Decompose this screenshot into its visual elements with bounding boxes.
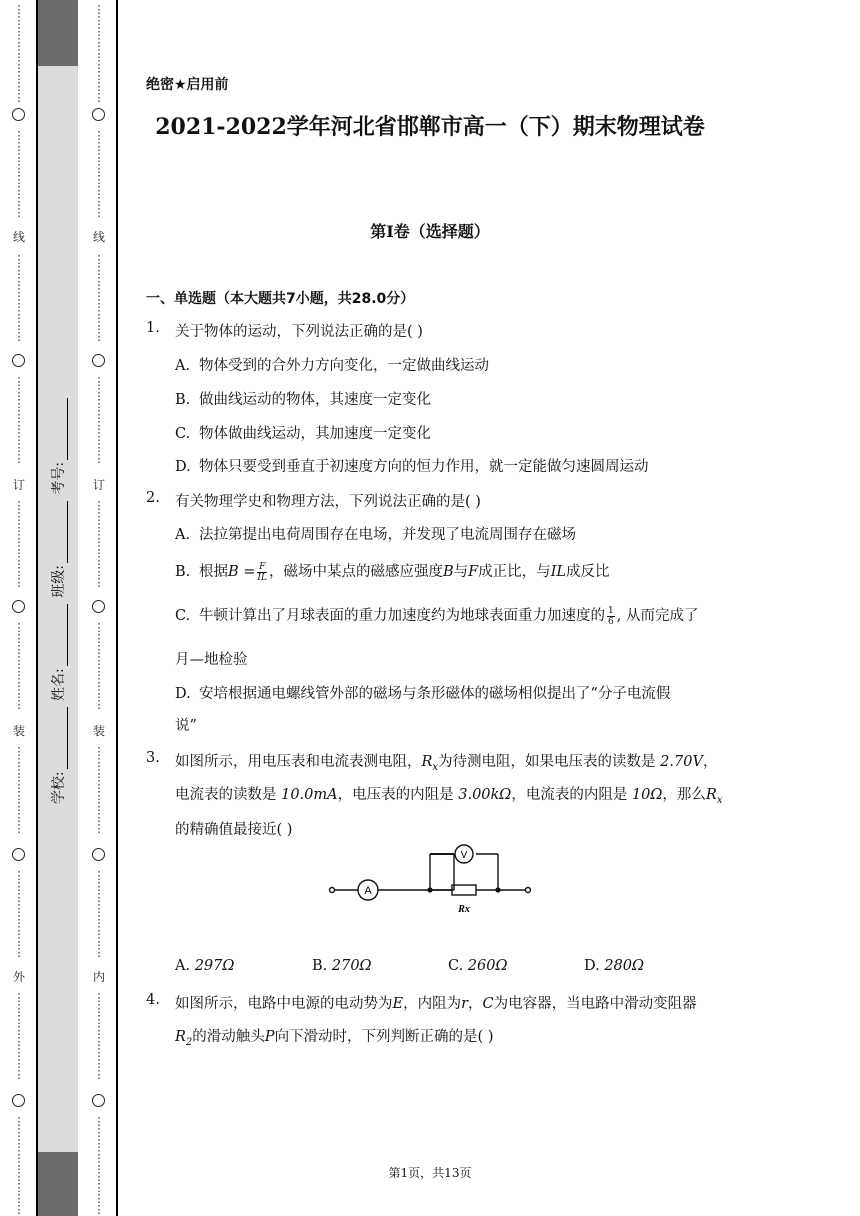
voltmeter-label: V [460,850,468,861]
ammeter-resistance: 10Ω [631,787,663,803]
junction-dot [495,887,500,892]
text: 为电容器，当电路中滑动变阻器 [493,996,697,1012]
text: 电流表的读数是 [175,787,282,803]
terminal [330,888,335,893]
dots: ⋮ ⋮ ⋮ ⋮ ⋮ ⋮ ⋮ ⋮ [93,375,105,465]
text: 的滑动触头 [192,1029,265,1045]
dots: ⋮ ⋮ ⋮ ⋮ ⋮ ⋮ ⋮ ⋮ [13,499,25,589]
option-text: 与 [453,564,469,580]
circle-icon [92,600,105,613]
symbol: F [468,564,479,580]
option-a[interactable] [175,523,576,544]
circle-icon [12,108,25,121]
symbol: R [421,754,433,770]
outer-dotted-column [8,0,30,1216]
circle-icon [92,848,105,861]
option-letter: D. [584,958,600,974]
symbol: P [264,1029,275,1045]
part-heading: 第I卷（选择题） [370,222,490,241]
school-label: 学校: [51,771,67,805]
option-text: 做曲线运动的物体，其速度一定变化 [199,392,431,408]
dots: ⋮ ⋮ ⋮ ⋮ ⋮ ⋮ ⋮ ⋮ ⋮ [93,1115,105,1216]
text: ， [468,996,483,1012]
dots: ⋮ ⋮ ⋮ ⋮ ⋮ ⋮ ⋮ ⋮ [93,621,105,711]
dots: ⋮ ⋮ ⋮ ⋮ ⋮ ⋮ ⋮ ⋮ ⋮ [13,1115,25,1216]
question-number: 1. [146,320,160,336]
outer-mark-zhuang: 装 [12,724,25,738]
option-d[interactable] [175,682,670,703]
option-text: 安培根据通电螺线管外部的磁场与条形磁体的磁场相似提出了“分子电流假 [199,686,671,702]
option-letter: B. [175,564,191,580]
choice-a[interactable] [175,958,234,974]
option-text: 成正比，与 [478,564,551,580]
fraction [607,606,615,627]
inner-binding-line [116,0,118,1216]
class-blank[interactable] [53,501,68,563]
student-info-fields [48,220,68,980]
subscript: 2 [185,1036,193,1048]
denominator: IL [257,572,267,583]
inner-dotted-column [88,0,110,1216]
voltage-reading: 2.70V [660,754,703,770]
option-text: 物体做曲线运动，其加速度一定变化 [199,426,431,442]
dots: ⋮ ⋮ ⋮ ⋮ ⋮ ⋮ ⋮ ⋮ [93,991,105,1081]
current-reading: 10.0mA [281,787,338,803]
option-text: 法拉第提出电荷周围存在电场，并发现了电流周围存在磁场 [199,527,576,543]
option-text: 物体受到的合外力方向变化，一定做曲线运动 [199,358,489,374]
option-text: 根据 [199,564,228,580]
question-stem: 有关物理学史和物理方法，下列说法正确的是( ) [175,494,481,510]
question-number: 2. [146,490,160,506]
symbol: R [705,787,717,803]
exam-no-blank[interactable] [53,398,68,460]
dots: ⋮ ⋮ ⋮ ⋮ ⋮ ⋮ ⋮ ⋮ [13,253,25,343]
numerator: 1 [608,605,614,616]
name-blank[interactable] [53,604,68,666]
option-value: 270Ω [331,958,372,974]
outer-mark-wai: 外 [12,970,25,984]
symbol: IL [550,564,567,580]
outer-mark-ding: 订 [12,478,25,492]
question-stem-line2 [175,783,722,806]
symbol: E [392,996,404,1012]
option-value: 260Ω [467,958,508,974]
option-letter: D. [175,459,191,475]
option-letter: A. [175,527,191,543]
circle-icon [12,600,25,613]
option-text: 成反比 [566,564,610,580]
symbol: r [461,996,469,1012]
option-value: 297Ω [194,958,235,974]
text: ，电压表的内阻是 [337,787,459,803]
option-c[interactable] [175,604,698,627]
text: ， [702,754,718,770]
option-a[interactable] [175,354,489,375]
numerator: F [259,561,266,572]
option-c[interactable] [175,422,431,443]
junction-dot [427,887,432,892]
terminal [526,888,531,893]
choice-d[interactable] [584,958,644,974]
option-letter: C. [175,608,191,624]
inner-mark-zhuang: 装 [92,724,105,738]
symbol-rx [421,754,439,773]
denominator: 6 [608,616,614,627]
circuit-diagram [326,844,536,924]
symbol: C [482,996,494,1012]
question-number: 3. [146,750,160,766]
question-stem: 关于物体的运动，下列说法正确的是( ) [175,324,423,340]
choice-c[interactable] [448,958,508,974]
formula: B = [228,564,256,580]
section-heading: 一、单选题（本大题共7小题，共28.0分） [146,291,415,307]
text: ，那么 [662,787,706,803]
option-letter: C. [448,958,464,974]
name-label: 姓名: [51,668,67,701]
dots: ⋮ ⋮ ⋮ ⋮ ⋮ ⋮ ⋮ ⋮ [13,375,25,465]
symbol: R [175,1029,186,1045]
confidential-label: 绝密★启用前 [146,77,229,93]
binding-strip-top-block [38,0,78,66]
option-text: , 从而完成了 [616,608,699,624]
option-d-continued: 说” [175,718,197,734]
dots: ⋮ ⋮ ⋮ ⋮ ⋮ ⋮ ⋮ ⋮ [93,253,105,343]
dots: ⋮ ⋮ ⋮ ⋮ ⋮ ⋮ ⋮ ⋮ [13,991,25,1081]
dots: ⋮ ⋮ ⋮ ⋮ ⋮ ⋮ ⋮ ⋮ [13,745,25,835]
choice-b[interactable] [312,958,372,974]
question-stem-line3: 的精确值最接近( ) [175,822,293,838]
option-text: ，磁场中某点的磁感应强度 [268,564,443,580]
option-b[interactable] [175,388,431,409]
option-value: 280Ω [604,958,645,974]
subscript: x [432,761,439,773]
option-letter: D. [175,686,191,702]
resistor-rx [452,885,476,895]
dots: ⋮ ⋮ ⋮ ⋮ ⋮ ⋮ ⋮ ⋮ [13,621,25,711]
dots: ⋮ ⋮ ⋮ ⋮ ⋮ ⋮ ⋮ ⋮ [93,869,105,959]
text: 如图所示，用电压表和电流表测电阻， [175,754,422,770]
dots: ⋮ ⋮ ⋮ ⋮ ⋮ ⋮ ⋮ ⋮ [93,745,105,835]
school-blank[interactable] [53,707,68,769]
text: 如图所示，电路中电源的电动势为 [175,996,393,1012]
option-text: 牛顿计算出了月球表面的重力加速度约为地球表面重力加速度的 [199,608,605,624]
question-stem-line2 [175,1025,493,1048]
text: ，内阻为 [403,996,462,1012]
dots: ⋮ ⋮ ⋮ ⋮ ⋮ ⋮ ⋮ ⋮ [13,129,25,219]
page-footer: 第1页，共13页 [388,1166,472,1180]
page-title: 2021-2022学年河北省邯郸市高一（下）期末物理试卷 [155,114,705,140]
symbol-r2 [175,1029,193,1048]
option-letter: A. [175,358,191,374]
circle-icon [12,1094,25,1107]
inner-mark-xian: 线 [92,230,105,244]
text: ，电流表的内阻是 [511,787,632,803]
text: 向下滑动时，下列判断正确的是( ) [274,1029,494,1045]
circle-icon [12,848,25,861]
dots: ⋮ ⋮ ⋮ ⋮ ⋮ ⋮ ⋮ ⋮ [13,869,25,959]
dots: ⋮ ⋮ ⋮ ⋮ ⋮ ⋮ ⋮ ⋮ [93,129,105,219]
inner-mark-ding: 订 [92,478,105,492]
option-letter: A. [175,958,191,974]
option-c-continued: 月—地检验 [175,652,248,668]
option-d[interactable] [175,455,649,476]
class-label: 班级: [51,565,67,598]
circle-icon [12,354,25,367]
outer-mark-xian: 线 [12,230,25,244]
question-stem-line1 [175,992,697,1013]
dots: ⋮ ⋮ ⋮ ⋮ ⋮ ⋮ ⋮ ⋮ [93,499,105,589]
circle-icon [92,1094,105,1107]
option-letter: B. [312,958,328,974]
ammeter-label: A [364,885,372,897]
option-letter: C. [175,426,191,442]
circle-icon [92,354,105,367]
subscript: x [716,794,723,806]
dots: ⋮ ⋮ ⋮ ⋮ ⋮ ⋮ ⋮ ⋮ ⋮ [93,3,105,104]
option-text: 物体只要受到垂直于初速度方向的恒力作用，就一定能做匀速圆周运动 [199,459,649,475]
text: 为待测电阻，如果电压表的读数是 [438,754,661,770]
fraction [257,562,267,583]
symbol-rx [705,787,723,806]
question-stem-line1 [175,750,717,773]
option-letter: B. [175,392,191,408]
inner-mark-nei: 内 [92,970,105,984]
dots: ⋮ ⋮ ⋮ ⋮ ⋮ ⋮ ⋮ ⋮ ⋮ [13,3,25,104]
binding-strip-bottom-block [38,1152,78,1216]
option-b[interactable] [175,560,610,583]
resistor-label: Rx [458,904,470,915]
exam-no-label: 考号: [51,461,67,495]
symbol: B [442,564,454,580]
voltmeter-resistance: 3.00kΩ [458,787,512,803]
question-number: 4. [146,992,160,1008]
